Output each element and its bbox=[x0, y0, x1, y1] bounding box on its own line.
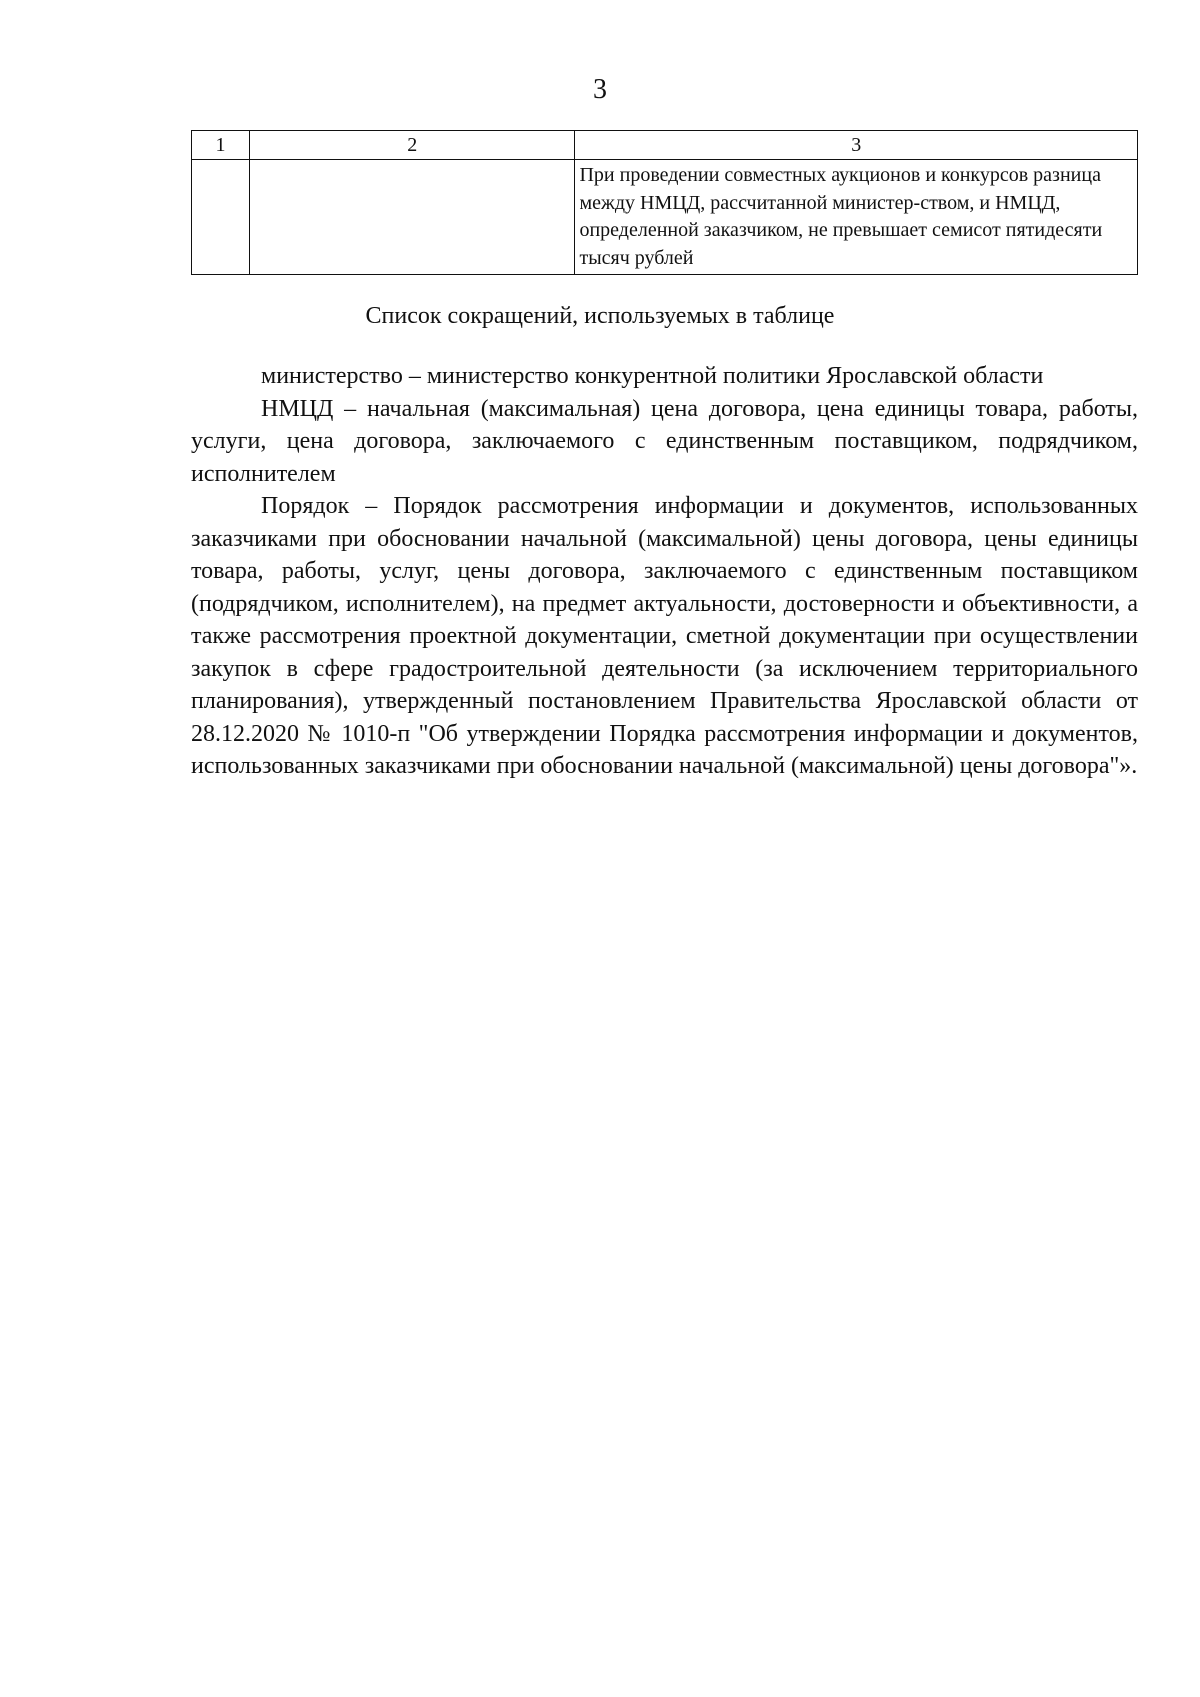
abbreviations-list bbox=[191, 360, 1138, 783]
criteria-table bbox=[191, 130, 1138, 275]
table-header-cell: 2 bbox=[249, 131, 575, 160]
table-cell bbox=[249, 160, 575, 275]
abbreviation-item: НМЦД – начальная (максимальная) цена договора, цена единицы товара, работы, услуги, цена договора, заключаемого с единственным поставщиком, подрядчиком, исполнителем bbox=[191, 395, 1138, 487]
table-header-cell: 3 bbox=[575, 131, 1138, 160]
table-header-cell: 1 bbox=[192, 131, 250, 160]
abbreviation-item: Порядок – Порядок рассмотрения информации и документов, использованных заказчиками при обосновании начальной (максимальной) цены договора, цены единицы товара, работы, услуг, цены договора, заключаемого с единственным поставщиком (подрядчиком, исполнителем), на предмет актуальности, достоверности и объективности, а также рассмотрения проектной документации, сметной документации при осуществлении закупок в сфере градостроительной деятельности (за исключением территориального планирования), утвержденный постановлением Правительства Ярославской области от 28.12.2020 № 1010-п "Об утверждении Порядка рассмотрения информации и документов, использованных заказчиками при обосновании начальной (максимальной) цены договора"». bbox=[191, 493, 1138, 779]
page-number: 3 bbox=[593, 74, 607, 105]
table-cell bbox=[192, 160, 250, 275]
table-row bbox=[192, 160, 1138, 275]
table-header-row bbox=[192, 131, 1138, 160]
abbreviations-title: Список сокращений, используемых в таблице bbox=[365, 303, 835, 329]
abbreviation-item: министерство – министерство конкурентной политики Ярославской области bbox=[261, 363, 1044, 389]
table-cell: При проведении совместных аукционов и конкурсов разница между НМЦД, рассчитанной министер-ством, и НМЦД, определенной заказчиком, не превышает семисот пятидесяти тысяч рублей bbox=[575, 160, 1138, 275]
